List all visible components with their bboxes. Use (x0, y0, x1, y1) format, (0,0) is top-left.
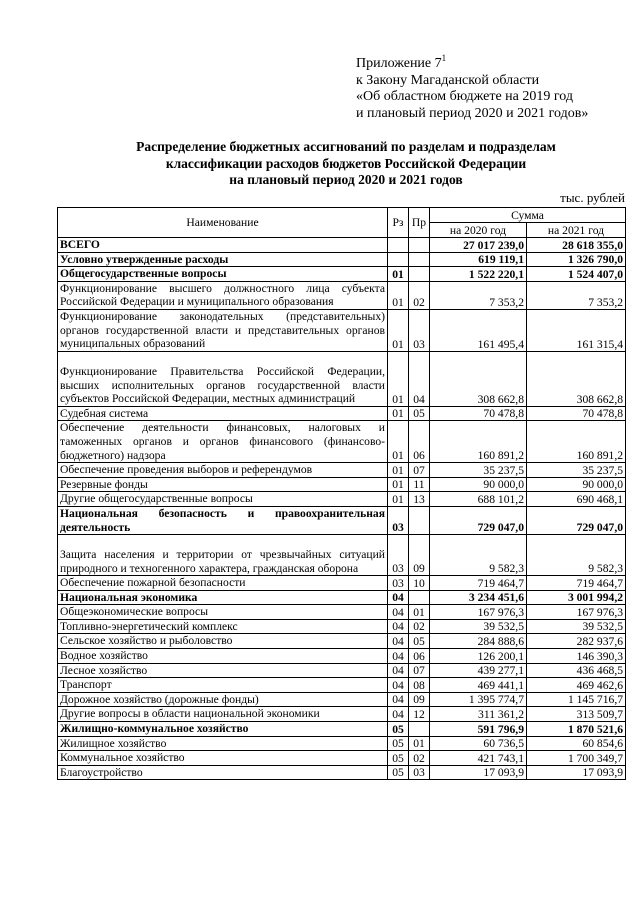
document-title (50, 139, 640, 189)
row-pr: 13 (409, 492, 430, 507)
table-row (58, 506, 626, 534)
row-pr: 09 (409, 692, 430, 707)
table-row (58, 619, 626, 634)
row-name: Водное хозяйство (58, 649, 388, 664)
row-value-2020: 284 888,6 (430, 634, 527, 649)
table-row (58, 267, 626, 282)
row-pr: 05 (409, 406, 430, 421)
table-row (58, 634, 626, 649)
table-row (58, 406, 626, 421)
row-pr (409, 252, 430, 267)
row-value-2020: 160 891,2 (430, 421, 527, 463)
row-value-2020: 439 277,1 (430, 663, 527, 678)
row-value-2021: 436 468,5 (527, 663, 626, 678)
row-name: Обеспечение проведения выборов и референдумов (58, 463, 388, 478)
appendix-superscript: 1 (441, 53, 447, 63)
row-pr: 07 (409, 663, 430, 678)
row-rz: 04 (388, 649, 409, 664)
row-name: Лесное хозяйство (58, 663, 388, 678)
row-name: Жилищно-коммунальное хозяйство (58, 722, 388, 737)
row-name: Жилищное хозяйство (58, 736, 388, 751)
row-value-2021: 1 700 349,7 (527, 751, 626, 766)
row-name: Защита населения и территории от чрезвычайных ситуаций природного и техногенного характера, гражданская оборона (58, 535, 388, 576)
row-rz: 03 (388, 506, 409, 534)
appendix-header (356, 53, 636, 122)
row-value-2020: 311 361,2 (430, 707, 527, 722)
row-rz: 04 (388, 634, 409, 649)
table-row (58, 751, 626, 766)
title-line-1: Распределение бюджетных ассигнований по разделам и подразделам (136, 139, 556, 154)
row-value-2021: 17 093,9 (527, 765, 626, 780)
table-row (58, 707, 626, 722)
row-pr: 06 (409, 421, 430, 463)
header-rz: Рз (388, 208, 409, 238)
row-value-2020: 1 395 774,7 (430, 692, 527, 707)
appendix-line-4: и плановый период 2020 и 2021 годов» (356, 105, 589, 121)
row-pr: 04 (409, 351, 430, 406)
row-value-2021: 7 353,2 (527, 281, 626, 309)
row-rz: 01 (388, 463, 409, 478)
row-name: Дорожное хозяйство (дорожные фонды) (58, 692, 388, 707)
row-pr: 11 (409, 477, 430, 492)
row-name: Топливно-энергетический комплекс (58, 619, 388, 634)
row-value-2020: 27 017 239,0 (430, 238, 527, 253)
row-value-2020: 688 101,2 (430, 492, 527, 507)
row-pr (409, 506, 430, 534)
table-row (58, 765, 626, 780)
row-rz: 05 (388, 722, 409, 737)
table-row (58, 492, 626, 507)
row-pr: 12 (409, 707, 430, 722)
row-name: Общеэкономические вопросы (58, 605, 388, 620)
row-name: Условно утвержденные расходы (58, 252, 388, 267)
row-pr: 05 (409, 634, 430, 649)
row-pr (409, 590, 430, 605)
row-value-2021: 719 464,7 (527, 576, 626, 591)
row-value-2020: 126 200,1 (430, 649, 527, 664)
row-value-2020: 60 736,5 (430, 736, 527, 751)
row-rz: 01 (388, 492, 409, 507)
row-value-2021: 282 937,6 (527, 634, 626, 649)
row-value-2021: 161 315,4 (527, 309, 626, 351)
row-value-2020: 729 047,0 (430, 506, 527, 534)
row-value-2020: 70 478,8 (430, 406, 527, 421)
row-name: Обеспечение пожарной безопасности (58, 576, 388, 591)
row-name: Резервные фонды (58, 477, 388, 492)
row-pr (409, 238, 430, 253)
row-rz: 04 (388, 707, 409, 722)
row-value-2020: 619 119,1 (430, 252, 527, 267)
title-line-2: классификации расходов бюджетов Российской Федерации (165, 155, 527, 171)
appendix-number: Приложение 7 (356, 56, 442, 71)
row-rz: 03 (388, 535, 409, 576)
row-pr (409, 267, 430, 282)
row-value-2021: 690 468,1 (527, 492, 626, 507)
table-row (58, 692, 626, 707)
row-name: Обеспечение деятельности финансовых, налоговых и таможенных органов и органов финансового (финансово-бюджетного) надзора (58, 421, 388, 463)
table-row (58, 281, 626, 309)
row-pr: 06 (409, 649, 430, 664)
table-row (58, 477, 626, 492)
row-value-2021: 60 854,6 (527, 736, 626, 751)
table-row (58, 351, 626, 406)
header-sum: Сумма (430, 208, 626, 223)
row-rz: 01 (388, 309, 409, 351)
row-value-2020: 161 495,4 (430, 309, 527, 351)
units-label: тыс. рублей (560, 190, 625, 205)
header-pr: Пр (409, 208, 430, 238)
row-rz: 04 (388, 590, 409, 605)
row-value-2021: 308 662,8 (527, 351, 626, 406)
header-2021: на 2021 год (527, 223, 626, 238)
row-value-2020: 35 237,5 (430, 463, 527, 478)
table-row (58, 678, 626, 693)
row-pr: 02 (409, 619, 430, 634)
row-rz: 01 (388, 351, 409, 406)
row-rz: 05 (388, 736, 409, 751)
row-pr: 09 (409, 535, 430, 576)
row-pr (409, 722, 430, 737)
row-pr: 07 (409, 463, 430, 478)
row-name: Национальная безопасность и правоохранительная деятельность (58, 506, 388, 534)
row-rz: 05 (388, 751, 409, 766)
table-row (58, 535, 626, 576)
row-value-2020: 90 000,0 (430, 477, 527, 492)
row-value-2021: 70 478,8 (527, 406, 626, 421)
table-row (58, 663, 626, 678)
table-row (58, 736, 626, 751)
row-value-2020: 1 522 220,1 (430, 267, 527, 282)
row-value-2021: 1 326 790,0 (527, 252, 626, 267)
row-value-2021: 729 047,0 (527, 506, 626, 534)
header-2020: на 2020 год (430, 223, 527, 238)
row-pr: 02 (409, 751, 430, 766)
row-name: Функционирование высшего должностного лица субъекта Российской Федерации и муниципального образования (58, 281, 388, 309)
row-pr: 10 (409, 576, 430, 591)
appendix-line-2: к Закону Магаданской области (356, 72, 540, 88)
row-pr: 03 (409, 765, 430, 780)
budget-table (57, 207, 626, 780)
row-value-2020: 469 441,1 (430, 678, 527, 693)
row-rz: 04 (388, 619, 409, 634)
row-value-2021: 9 582,3 (527, 535, 626, 576)
table-row (58, 576, 626, 591)
table-body (58, 238, 626, 780)
table-row (58, 421, 626, 463)
row-value-2020: 719 464,7 (430, 576, 527, 591)
row-value-2021: 1 870 521,6 (527, 722, 626, 737)
row-value-2021: 1 524 407,0 (527, 267, 626, 282)
table-row (58, 309, 626, 351)
table-row (58, 252, 626, 267)
row-rz (388, 252, 409, 267)
row-value-2021: 160 891,2 (527, 421, 626, 463)
table-row (58, 590, 626, 605)
row-name: Другие вопросы в области национальной экономики (58, 707, 388, 722)
row-rz: 01 (388, 281, 409, 309)
row-rz: 01 (388, 421, 409, 463)
row-rz: 01 (388, 477, 409, 492)
row-value-2020: 17 093,9 (430, 765, 527, 780)
row-value-2021: 469 462,6 (527, 678, 626, 693)
row-name: Функционирование Правительства Российской Федерации, высших исполнительных органов государственной власти субъектов Российской Федерации, местных администраций (58, 351, 388, 406)
row-pr: 02 (409, 281, 430, 309)
row-value-2021: 146 390,3 (527, 649, 626, 664)
appendix-line-1 (356, 53, 636, 73)
row-rz: 04 (388, 692, 409, 707)
row-rz: 01 (388, 406, 409, 421)
row-value-2020: 7 353,2 (430, 281, 527, 309)
header-name: Наименование (58, 208, 388, 238)
row-rz (388, 238, 409, 253)
row-rz: 04 (388, 663, 409, 678)
row-rz: 04 (388, 605, 409, 620)
row-name: Функционирование законодательных (представительных) органов государственной власти и представительных органов муниципальных образований (58, 309, 388, 351)
row-name: Сельское хозяйство и рыболовство (58, 634, 388, 649)
row-pr: 08 (409, 678, 430, 693)
row-name: Благоустройство (58, 765, 388, 780)
row-value-2021: 28 618 355,0 (527, 238, 626, 253)
table-row (58, 238, 626, 253)
row-pr: 03 (409, 309, 430, 351)
row-pr: 01 (409, 736, 430, 751)
row-value-2021: 90 000,0 (527, 477, 626, 492)
row-name: Транспорт (58, 678, 388, 693)
row-rz: 04 (388, 678, 409, 693)
row-name: Судебная система (58, 406, 388, 421)
row-value-2021: 35 237,5 (527, 463, 626, 478)
row-value-2021: 1 145 716,7 (527, 692, 626, 707)
row-name: Национальная экономика (58, 590, 388, 605)
appendix-line-3: «Об областном бюджете на 2019 год (356, 89, 573, 104)
row-value-2020: 3 234 451,6 (430, 590, 527, 605)
row-value-2020: 308 662,8 (430, 351, 527, 406)
row-name: ВСЕГО (58, 238, 388, 253)
row-name: Другие общегосударственные вопросы (58, 492, 388, 507)
row-pr: 01 (409, 605, 430, 620)
row-value-2020: 9 582,3 (430, 535, 527, 576)
table-row (58, 722, 626, 737)
row-value-2020: 167 976,3 (430, 605, 527, 620)
row-name: Общегосударственные вопросы (58, 267, 388, 282)
row-value-2021: 313 509,7 (527, 707, 626, 722)
row-value-2021: 3 001 994,2 (527, 590, 626, 605)
row-rz: 01 (388, 267, 409, 282)
row-value-2020: 591 796,9 (430, 722, 527, 737)
row-value-2021: 167 976,3 (527, 605, 626, 620)
title-line-3: на плановый период 2020 и 2021 годов (229, 172, 463, 187)
row-name: Коммунальное хозяйство (58, 751, 388, 766)
table-row (58, 463, 626, 478)
row-rz: 05 (388, 765, 409, 780)
table-row (58, 605, 626, 620)
table-row (58, 649, 626, 664)
row-rz: 03 (388, 576, 409, 591)
row-value-2020: 421 743,1 (430, 751, 527, 766)
row-value-2020: 39 532,5 (430, 619, 527, 634)
row-value-2021: 39 532,5 (527, 619, 626, 634)
